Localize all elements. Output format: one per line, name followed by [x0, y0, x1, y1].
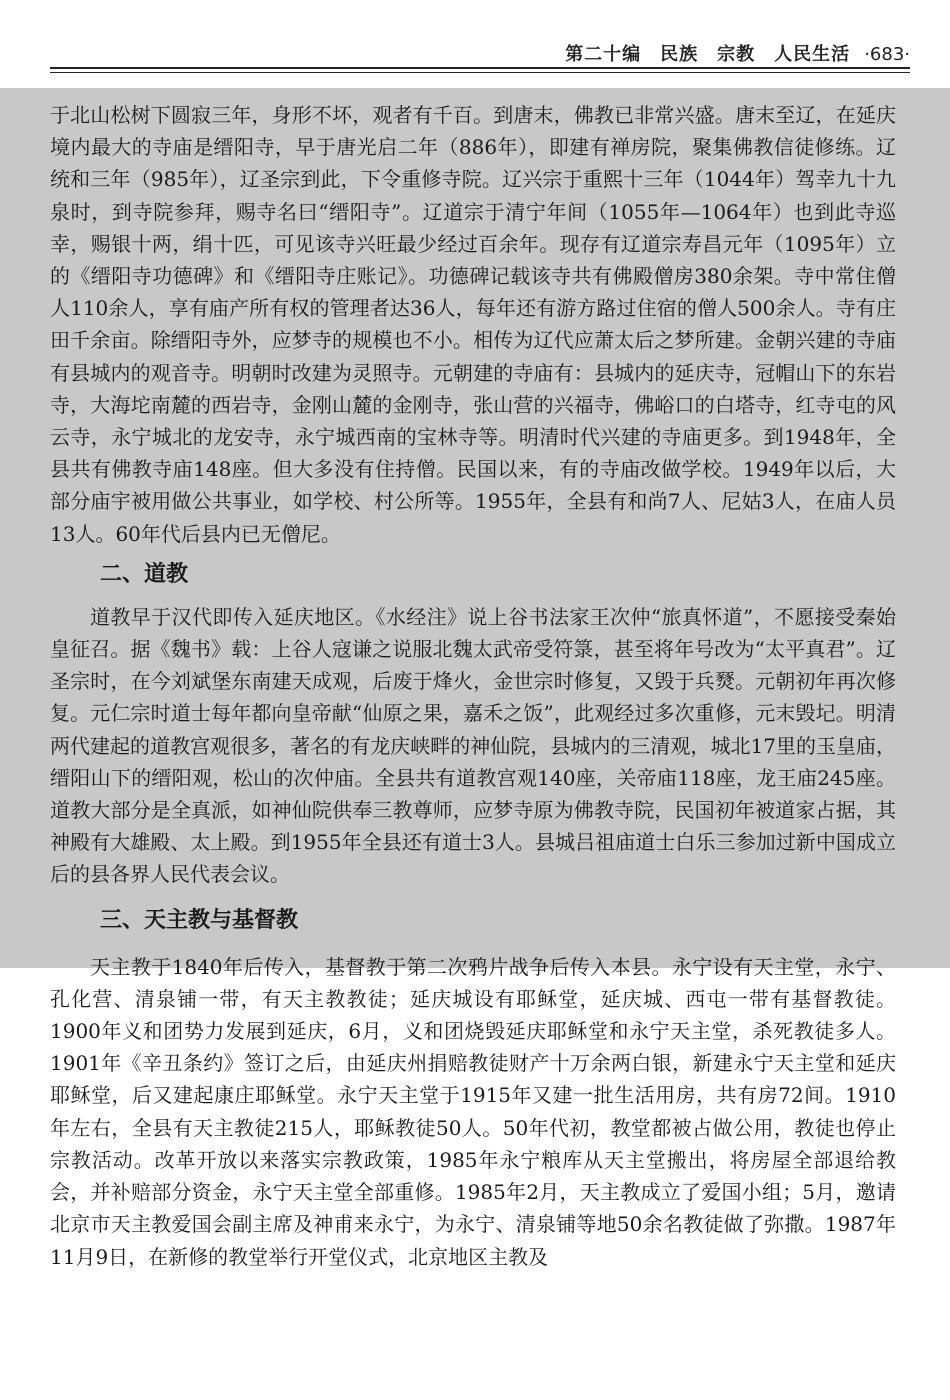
section-heading-christianity: 三、天主教与基督教: [100, 907, 299, 933]
chapter-title: 第二十编 民族 宗教 人民生活: [565, 44, 851, 65]
header-rule-thick: [50, 67, 910, 69]
taoism-paragraph: 道教早于汉代即传入延庆地区。《水经注》说上谷书法家王次仲“旅真怀道”，不愿接受秦始皇征召。据《魏书》载：上谷人寇谦之说服北魏太武帝受符箓，甚至将年号改为“太平真君”。辽圣宗时，在今刘斌堡东南建天成观，后废于烽火，金世宗时修复，又毁于兵燹。元朝初年再次修复。元仁宗时道士每年都向皇帝献“仙原之果，嘉禾之饭”，此观经过多次重修，元末毁圮。明清两代建起的道教宫观很多，著名的有龙庆峡畔的神仙院，县城内的三清观，城北17里的玉皇庙，缙阳山下的缙阳观，松山的次仲庙。全县共有道教宫观140座，关帝庙118座，龙王庙245座。道教大部分是全真派，如神仙院供奉三教尊师，应梦寺原为佛教寺院，民国初年被道家占据，其神殿有大雄殿、太上殿。到1955年全县还有道士3人。县城吕祖庙道士白乐三参加过新中国成立后的县各界人民代表会议。: [50, 604, 896, 887]
running-header: [50, 40, 910, 68]
section-heading-taoism: 二、道教: [100, 561, 189, 587]
page-body: [50, 99, 896, 1273]
buddhism-paragraph: 于北山松树下圆寂三年，身形不坏，观者有千百。到唐末，佛教已非常兴盛。唐末至辽，在延庆境内最大的寺庙是缙阳寺，早于唐光启二年（886年），即建有禅房院，聚集佛教信徒修练。辽统和三年（985年），辽圣宗到此，下令重修寺院。辽兴宗于重熙十三年（1044年）驾幸九十九泉时，到寺院参拜，赐寺名曰“缙阳寺”。辽道宗于清宁年间（1055年—1064年）也到此寺巡幸，赐银十两，绢十匹，可见该寺兴旺最少经过百余年。现存有辽道宗寿昌元年（1095年）立的《缙阳寺功德碑》和《缙阳寺庄账记》。功德碑记载该寺共有佛殿僧房380余架。寺中常住僧人110余人，享有庙产所有权的管理者达36人，每年还有游方路过住宿的僧人500余人。寺有庄田千余亩。除缙阳寺外，应梦寺的规模也不小。相传为辽代应萧太后之梦所建。金朝兴建的寺庙有县城内的观音寺。明朝时改建为灵照寺。元朝建的寺庙有：县城内的延庆寺，冠帽山下的东岩寺，大海坨南麓的西岩寺，金刚山麓的金刚寺，张山营的兴福寺，佛峪口的白塔寺，红寺屯的风云寺，永宁城北的龙安寺，永宁城西南的宝林寺等。明清时代兴建的寺庙更多。到1948年，全县共有佛教寺庙148座。但大多没有住持僧。民国以来，有的寺庙改做学校。1949年以后，大部分庙宇被用做公共事业，如学校、村公所等。1955年，全县有和尚7人、尼姑3人，在庙人员13人。60年代后县内已无僧尼。: [50, 103, 896, 546]
christianity-paragraph: 天主教于1840年后传入，基督教于第二次鸦片战争后传入本县。永宁设有天主堂，永宁、孔化营、清泉铺一带，有天主教教徒；延庆城设有耶稣堂，延庆城、西屯一带有基督教徒。1900年义和团势力发展到延庆，6月，义和团烧毁延庆耶稣堂和永宁天主堂，杀死教徒多人。1901年《辛丑条约》签订之后，由延庆州捐赔教徒财产十万余两白银，新建永宁天主堂和延庆耶稣堂，后又建起康庄耶稣堂。永宁天主堂于1915年又建一批生活用房，共有房72间。1910年左右，全县有天主教徒215人，耶稣教徒50人。50年代初，教堂都被占做公用，教徒也停止宗教活动。改革开放以来落实宗教政策，1985年永宁粮库从天主堂搬出，将房屋全部退给教会，并补赔部分资金，永宁天主堂全部重修。1985年2月，天主教成立了爱国小组；5月，邀请北京市天主教爱国会副主席及神甫来永宁，为永宁、清泉铺等地50余名教徒做了弥撒。1987年11月9日，在新修的教堂举行开堂仪式，北京地区主教及: [50, 954, 896, 1269]
header-rule-thin: [50, 72, 910, 73]
page-number: ·683·: [864, 44, 910, 65]
